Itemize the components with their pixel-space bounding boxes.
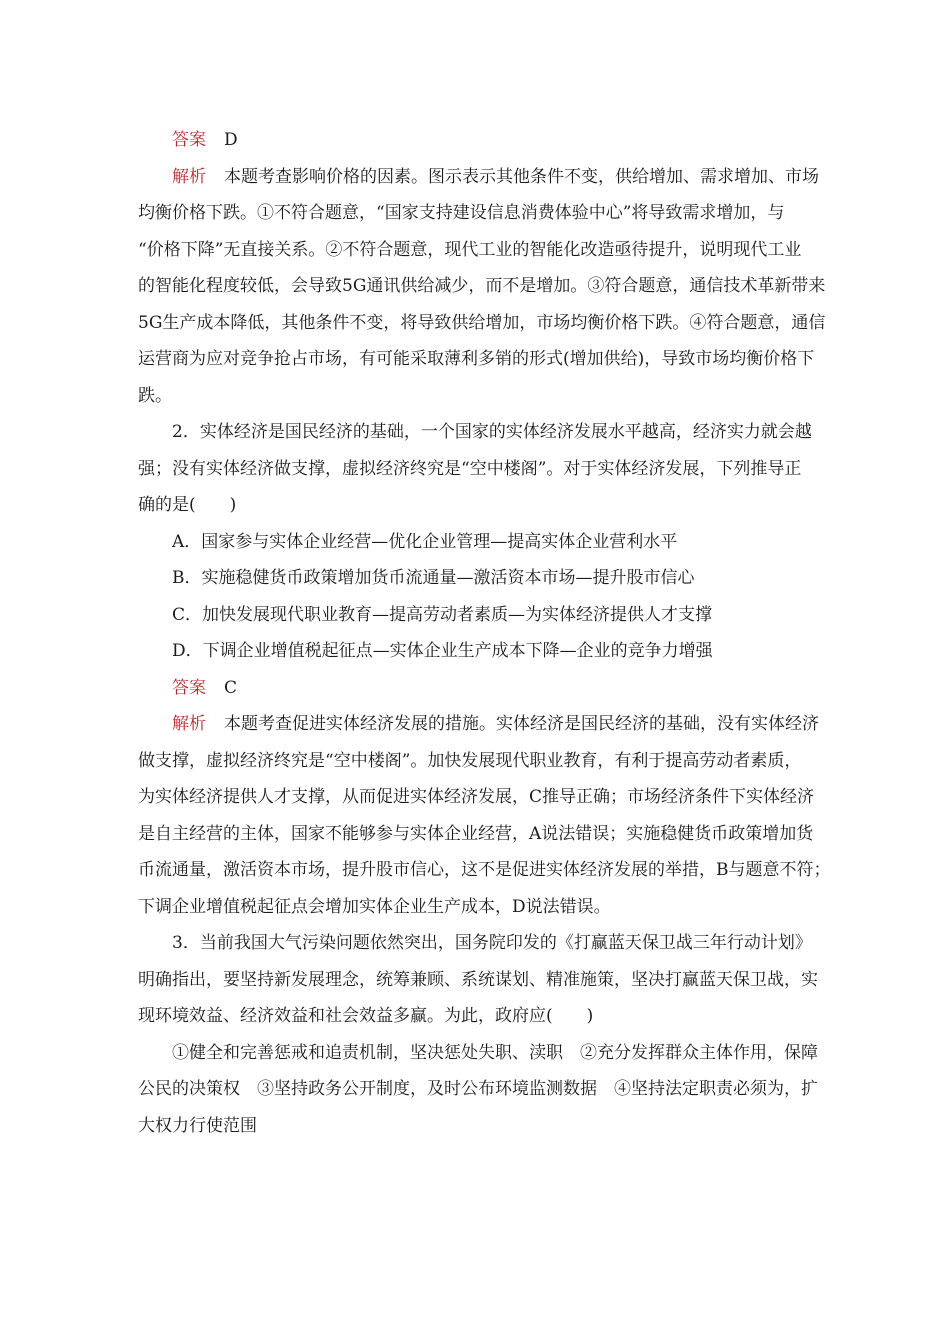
q2-answer-line <box>138 670 814 707</box>
analysis-label: 解析 <box>172 166 206 187</box>
analysis-text: 本题考查影响价格的因素。图示表示其他条件不变，供给增加、需求增加、市场 <box>224 166 819 187</box>
document-page <box>138 122 831 1144</box>
analysis-text: 下调企业增值税起征点会增加实体企业生产成本，D说法错误。 <box>138 896 611 917</box>
q2-options <box>138 524 814 670</box>
answer-value: D <box>224 130 238 150</box>
analysis-label: 解析 <box>172 714 206 734</box>
analysis-text: 均衡价格下跌。①不符合题意，“国家支持建设信息消费体验中心”将导致需求增加，与 <box>138 203 785 223</box>
analysis-text: 运营商为应对竞争抢占市场，有可能采取薄利多销的形式(增加供给)，导致市场均衡价格下 <box>138 349 815 369</box>
answer-value: C <box>224 677 238 698</box>
question-stem: 现环境效益、经济效益和社会效益多赢。为此，政府应( ) <box>138 1006 594 1026</box>
question-stem: 明确指出，要坚持新发展理念，统筹兼顾、系统谋划、精准施策，坚决打赢蓝天保卫战，实 <box>138 969 818 990</box>
analysis-text: 5G生产成本降低，其他条件不变，将导致供给增加，市场均衡价格下跌。④符合题意，通信 <box>138 312 826 333</box>
question-stem: 3．当前我国大气污染问题依然突出，国务院印发的《打赢蓝天保卫战三年行动计划》 <box>172 933 812 953</box>
question-stem: 强；没有实体经济做支撑，虚拟经济终究是“空中楼阁”。对于实体经济发展，下列推导正 <box>138 458 802 479</box>
question-stem: 2．实体经济是国民经济的基础，一个国家的实体经济发展水平越高，经济实力就会越 <box>172 422 812 442</box>
option-a: A．国家参与实体企业经营—优化企业管理—提高实体企业营利水平 <box>172 531 678 552</box>
analysis-text: “价格下降”无直接关系。②不符合题意，现代工业的智能化改造亟待提升，说明现代工业 <box>138 239 802 260</box>
q3-items: ①健全和完善惩戒和追责机制，坚决惩处失职、渎职 ②充分发挥群众主体作用，保障 <box>172 1042 818 1063</box>
q1-answer-line <box>138 122 814 159</box>
analysis-text: 跌。 <box>138 385 172 406</box>
analysis-text: 做支撑，虚拟经济终究是“空中楼阁”。加快发展现代职业教育，有利于提高劳动者素质， <box>138 750 802 771</box>
q3-items: 大权力行使范围 <box>138 1115 257 1136</box>
answer-label: 答案 <box>172 130 206 150</box>
analysis-text: 为实体经济提供人才支撑，从而促进实体经济发展，C推导正确；市场经济条件下实体经济 <box>138 787 815 807</box>
q1-analysis-line <box>138 159 819 196</box>
answer-label: 答案 <box>172 677 206 698</box>
analysis-text: 币流通量，激活资本市场，提升股市信心，这不是促进实体经济发展的举措，B与题意不符； <box>138 860 831 880</box>
option-b: B．实施稳健货币政策增加货币流通量—激活资本市场—提升股市信心 <box>172 568 695 588</box>
q2-analysis-line <box>138 706 819 743</box>
option-c: C．加快发展现代职业教育—提高劳动者素质—为实体经济提供人才支撑 <box>172 604 713 625</box>
analysis-text: 是自主经营的主体，国家不能够参与实体企业经营，A说法错误；实施稳健货币政策增加货 <box>138 823 814 844</box>
analysis-text: 本题考查促进实体经济发展的措施。实体经济是国民经济的基础，没有实体经济 <box>224 714 819 734</box>
question-stem: 确的是( ) <box>138 495 237 515</box>
q3-items: 公民的决策权 ③坚持政务公开制度，及时公布环境监测数据 ④坚持法定职责必须为，扩 <box>138 1079 818 1099</box>
option-d: D．下调企业增值税起征点—实体企业生产成本下降—企业的竞争力增强 <box>172 641 713 661</box>
analysis-text: 的智能化程度较低，会导致5G通讯供给减少，而不是增加。③符合题意，通信技术革新带来 <box>138 276 826 296</box>
